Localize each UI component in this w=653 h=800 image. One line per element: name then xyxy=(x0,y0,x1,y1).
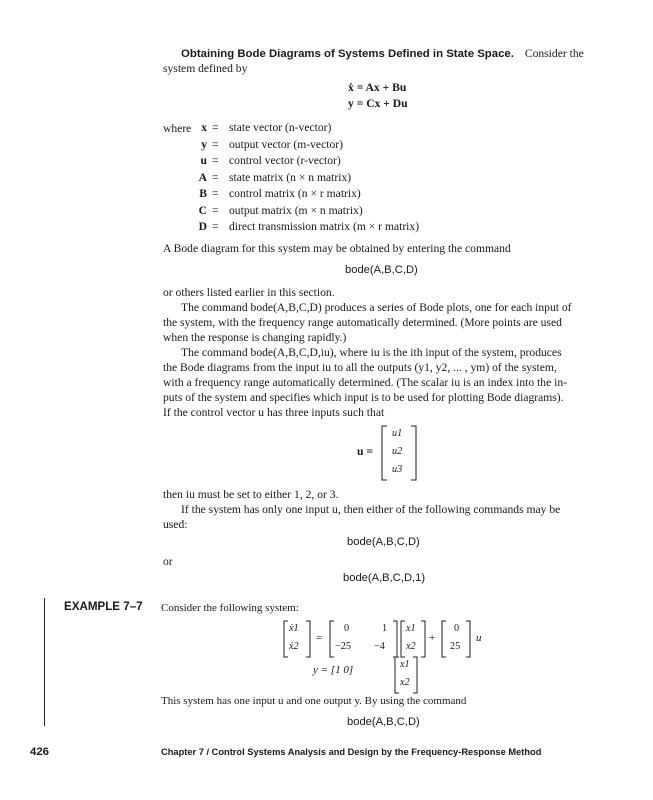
x-vec-2: x2 xyxy=(406,641,416,652)
command-bode-3: bode(A,B,C,D,1) xyxy=(343,572,426,584)
paragraph-line: If the control vector u has three inputs such that xyxy=(163,406,385,419)
b-vec-2: 25 xyxy=(450,641,461,652)
u-entry-1: u1 xyxy=(392,428,403,439)
example-label: EXAMPLE 7–7 xyxy=(64,600,143,613)
u-entry-2: u2 xyxy=(392,446,403,457)
variable-desc: direct transmission matrix (m × r matrix) xyxy=(229,220,420,233)
variable-desc: control vector (r-vector) xyxy=(229,154,341,167)
paragraph-line: the Bode diagrams from the input iu to all the outputs (y1, y2, ... , ym) of the system, xyxy=(163,361,557,374)
output-equation xyxy=(313,664,353,676)
command-bode-2: bode(A,B,C,D) xyxy=(347,536,420,548)
equals-sign: = xyxy=(212,154,219,167)
section-heading xyxy=(181,46,584,62)
section-heading-line2: system defined by xyxy=(163,62,248,75)
plus-sign: + xyxy=(429,632,436,644)
intro-line: A Bode diagram for this system may be obtained by entering the command xyxy=(163,242,511,255)
command-bode-1: bode(A,B,C,D) xyxy=(345,264,418,276)
input-u: u xyxy=(476,632,482,644)
b-vec-1: 0 xyxy=(454,623,460,634)
paragraph-line: puts of the system and specifies which input is to be used for plotting Bode diagrams). xyxy=(163,391,564,404)
x-vec-1: x1 xyxy=(406,623,416,634)
page-number: 426 xyxy=(30,746,50,758)
equals-sign: = xyxy=(212,171,219,184)
section-heading-bold: Obtaining Bode Diagrams of Systems Defined in State Space. xyxy=(181,48,514,60)
variable-desc: output vector (m-vector) xyxy=(229,138,343,151)
paragraph-single-input-2: used: xyxy=(163,518,188,531)
a-matrix-cell: −25 xyxy=(335,641,351,652)
paragraph-iu: then iu must be set to either 1, 2, or 3. xyxy=(163,488,339,501)
variable-symbol: y xyxy=(201,138,207,151)
or-label: or xyxy=(163,555,173,568)
paragraph-line: the system, with the frequency range automatically determined. (More points are used xyxy=(163,316,562,329)
running-head: Chapter 7 / Control Systems Analysis and Design by the Frequency-Response Method xyxy=(161,747,542,757)
variable-desc: output matrix (m × n matrix) xyxy=(229,204,363,217)
variable-symbol: u xyxy=(200,154,207,167)
example-intro: Consider the following system: xyxy=(161,602,299,614)
example-rule xyxy=(44,598,45,726)
paragraph-line: The command bode(A,B,C,D) produces a series of Bode plots, one for each input of xyxy=(181,301,572,314)
where-label: where xyxy=(163,122,192,135)
state-equation-2: y = Cx + Du xyxy=(348,97,408,110)
variable-desc: state matrix (n × n matrix) xyxy=(229,171,352,184)
a-matrix-cell: 0 xyxy=(344,623,350,634)
equals-sign: = xyxy=(366,445,373,458)
command-bode-4: bode(A,B,C,D) xyxy=(347,716,420,728)
state-lhs-1: ẋ1 xyxy=(289,623,299,634)
variable-desc: state vector (n-vector) xyxy=(229,121,332,134)
equals-sign: = xyxy=(212,187,219,200)
variable-symbol: x xyxy=(201,121,207,134)
variable-symbol: B xyxy=(199,187,207,200)
u-vector-lhs xyxy=(357,444,373,459)
equals-sign: = xyxy=(212,220,219,233)
equals-sign: = xyxy=(212,204,219,217)
variable-desc: control matrix (n × r matrix) xyxy=(229,187,361,200)
variable-symbol: C xyxy=(198,204,207,217)
paragraph-line: when the response is changing rapidly.) xyxy=(163,331,347,344)
a-matrix-cell: 1 xyxy=(382,623,388,634)
state-equation-1: ẋ = Ax + Bu xyxy=(348,81,407,94)
output-eq-text: y = [1 0] xyxy=(313,664,354,676)
paragraph-line: The command bode(A,B,C,D,iu), where iu is the ith input of the system, produces xyxy=(181,346,562,359)
a-matrix-cell: −4 xyxy=(374,641,385,652)
output-x-1: x1 xyxy=(400,659,410,670)
state-lhs-2: ẋ2 xyxy=(289,641,299,652)
paragraph-others: or others listed earlier in this section. xyxy=(163,286,335,299)
paragraph-line: with a frequency range automatically determined. (The scalar iu is an index into the in- xyxy=(163,376,568,389)
equals-sign: = xyxy=(212,138,219,151)
u-entry-3: u3 xyxy=(392,464,403,475)
variable-symbol: D xyxy=(198,220,207,233)
paragraph-single-input-1: If the system has only one input u, then either of the following commands may be xyxy=(181,503,561,516)
output-x-2: x2 xyxy=(400,677,410,688)
equals-sign: = xyxy=(212,121,219,134)
u-symbol: u xyxy=(357,445,364,458)
example-outro: This system has one input u and one output y. By using the command xyxy=(161,695,467,707)
variable-symbol: A xyxy=(198,171,207,184)
equals-sign: = xyxy=(316,632,323,644)
section-heading-rest: Consider the xyxy=(524,47,584,60)
